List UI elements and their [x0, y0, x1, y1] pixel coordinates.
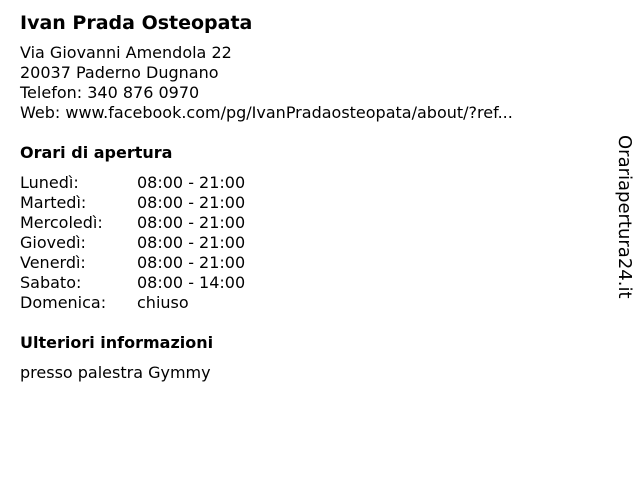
hours-time: 08:00 - 14:00 — [137, 273, 246, 292]
hours-row — [20, 193, 245, 213]
hours-time: 08:00 - 21:00 — [137, 213, 246, 232]
opening-hours-table — [20, 173, 245, 313]
hours-day: Domenica: — [20, 293, 107, 312]
hours-row — [20, 293, 245, 313]
hours-day: Giovedì: — [20, 233, 86, 252]
hours-day: Martedì: — [20, 193, 87, 212]
hours-row — [20, 233, 245, 253]
hours-time: 08:00 - 21:00 — [137, 193, 246, 212]
hours-day: Venerdì: — [20, 253, 86, 272]
hours-row — [20, 213, 245, 233]
web-label: Web: — [20, 103, 61, 122]
hours-time: 08:00 - 21:00 — [137, 233, 246, 252]
additional-info-heading: Ulteriori informazioni — [20, 333, 214, 352]
address-city: 20037 Paderno Dugnano — [20, 63, 219, 82]
opening-hours-heading: Orari di apertura — [20, 143, 173, 162]
phone-line — [20, 83, 600, 103]
hours-row — [20, 173, 245, 193]
hours-day: Sabato: — [20, 273, 82, 292]
additional-info-text: presso palestra Gymmy — [20, 363, 211, 382]
address-street: Via Giovanni Amendola 22 — [20, 43, 232, 62]
phone-number[interactable]: 340 876 0970 — [87, 83, 200, 102]
business-name: Ivan Prada Osteopata — [20, 12, 253, 34]
site-brand-vertical[interactable]: Orariapertura24.it — [614, 135, 635, 299]
hours-row — [20, 273, 245, 293]
phone-label: Telefon: — [20, 83, 83, 102]
hours-time: 08:00 - 21:00 — [137, 253, 246, 272]
hours-day: Mercoledì: — [20, 213, 103, 232]
hours-time: chiuso — [137, 293, 189, 312]
address-block — [20, 43, 600, 123]
hours-row — [20, 253, 245, 273]
business-card — [20, 11, 600, 383]
hours-time: 08:00 - 21:00 — [137, 173, 246, 192]
hours-day: Lunedì: — [20, 173, 79, 192]
web-link[interactable]: www.facebook.com/pg/IvanPradaosteopata/about/?ref... — [65, 103, 513, 122]
web-line — [20, 103, 600, 123]
